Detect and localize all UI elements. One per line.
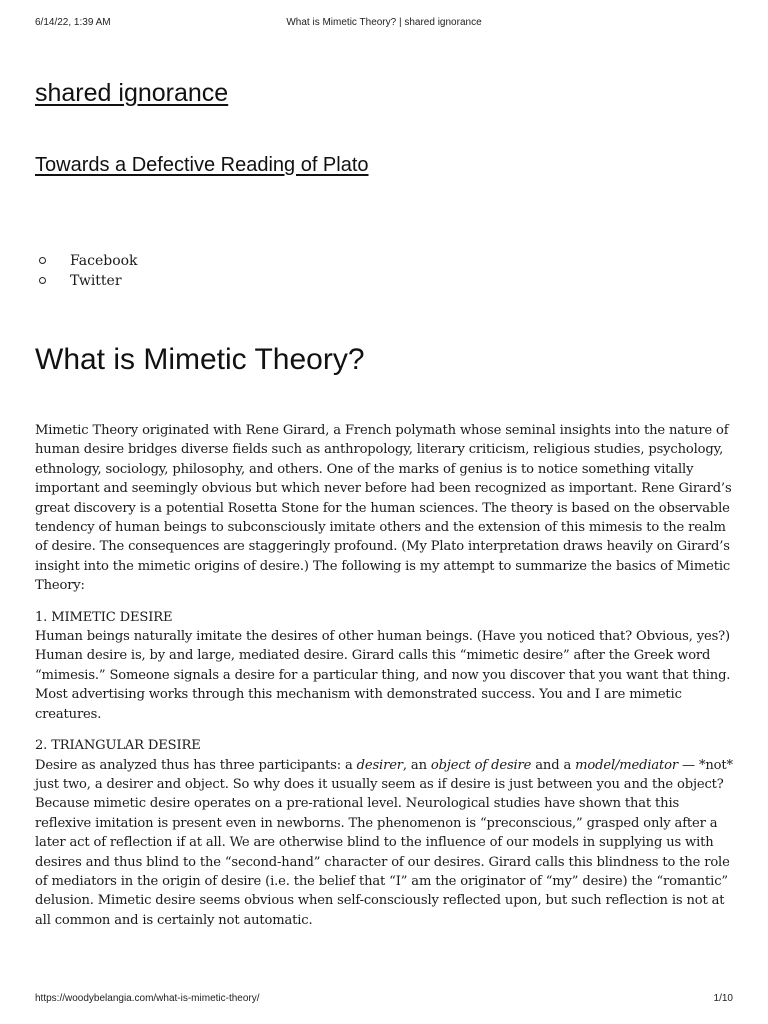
print-url: https://woodybelangia.com/what-is-mimetic-theory/: [35, 993, 260, 1004]
site-description-link[interactable]: Towards a Defective Reading of Plato: [35, 154, 369, 176]
emphasis-object-of-desire: object of desire: [430, 757, 532, 773]
print-page-number: 1/10: [713, 993, 733, 1004]
print-header: [35, 17, 733, 31]
emphasis-model-mediator: model/mediator: [575, 757, 679, 773]
circle-bullet-icon: [39, 277, 46, 284]
section-paragraph: [35, 756, 737, 931]
social-link-facebook[interactable]: [35, 251, 138, 271]
social-link-label[interactable]: Twitter: [70, 273, 122, 289]
social-link-twitter[interactable]: [35, 271, 138, 291]
print-footer: [35, 993, 733, 1007]
paragraph-text: — *not* just two, a desirer and object. So why does it usually seem as if desire is just between you and the object? Because mimetic desire operates on a pre-rational level. Neurological studies have shown that this reflexive imitation is present even in newborns. The phenomenon is “preconscious,” grasped only after a later act of reflection if at all. We are otherwise blind to the influence of our models in supplying us with desires and thus blind to the “second-hand” character of our desires. Girard calls this blindness to the role of mediators in the origin of desire (i.e. the belief that “I” am the originator of “my” desire) the “romantic” delusion. Mimetic desire seems obvious when self-consciously reflected upon, but such reflection is not at all common and is certainly not automatic.: [35, 757, 733, 928]
circle-bullet-icon: [39, 257, 46, 264]
site-title-link[interactable]: shared ignorance: [35, 79, 229, 107]
intro-paragraph: Mimetic Theory originated with Rene Girard, a French polymath whose seminal insights into the nature of human desire bridges diverse fields such as anthropology, literary criticism, religious studies, psychology, ethnology, sociology, philosophy, and others. One of the marks of genius is to notice something vitally important and seemingly obvious but which never before had been recognized as important. Rene Girard’s great discovery is a potential Rosetta Stone for the human sciences. The theory is based on the observable tendency of human beings to subconsciously imitate others and the extension of this mimesis to the realm of desire. The consequences are staggeringly profound. (My Plato interpretation draws heavily on Girard’s insight into the mimetic origins of desire.) The following is my attempt to summarize the basics of Mimetic Theory:: [35, 423, 732, 594]
post-title: What is Mimetic Theory?: [35, 343, 365, 376]
post-content: [35, 421, 737, 942]
paragraph-text: and a: [531, 757, 576, 773]
section-paragraph: Human beings naturally imitate the desires of other human beings. (Have you noticed that? Obvious, yes?) Human desire is, by and large, mediated desire. Girard calls this “mimetic desire” after the Greek word “mimesis.” Someone signals a desire for a particular thing, and now you discover that you want that thing. Most advertising works through this mechanism with demonstrated success. You and I are mimetic creatures.: [35, 629, 731, 722]
section-heading: 2. TRIANGULAR DESIRE: [35, 738, 201, 754]
paragraph-text: Desire as analyzed thus has three participants: a: [35, 757, 357, 773]
print-datetime: 6/14/22, 1:39 AM: [35, 17, 111, 28]
paragraph-text: , an: [402, 757, 431, 773]
social-links-list: [35, 251, 138, 291]
social-link-label[interactable]: Facebook: [70, 253, 138, 269]
emphasis-desirer: desirer: [356, 757, 403, 773]
print-document-title: What is Mimetic Theory? | shared ignorance: [286, 17, 482, 28]
section-heading: 1. MIMETIC DESIRE: [35, 609, 173, 625]
